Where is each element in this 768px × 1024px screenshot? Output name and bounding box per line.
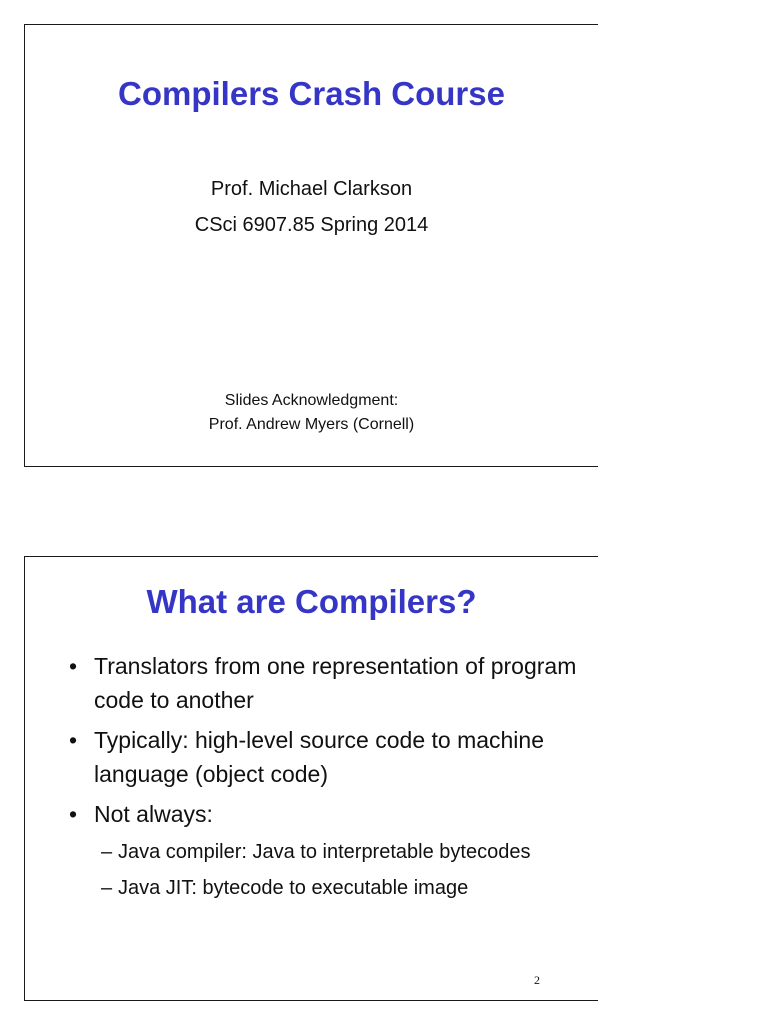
- bullet-point-icon: •: [69, 653, 78, 679]
- acknowledgment-name: Prof. Andrew Myers (Cornell): [208, 416, 415, 433]
- bullet-point-icon: •: [69, 801, 78, 827]
- bullet-item: [67, 797, 587, 831]
- dash-icon: –: [101, 841, 113, 863]
- dash-icon: –: [101, 877, 113, 899]
- bullet-point-icon: •: [69, 727, 78, 753]
- acknowledgment-heading: Slides Acknowledgment:: [224, 392, 399, 409]
- bullet-text: Typically: high-level source code to machine language (object code): [94, 727, 545, 787]
- bullet-text: Not always:: [94, 801, 213, 827]
- page-number: 2: [534, 973, 540, 987]
- slide-2-title: What are Compilers?: [146, 583, 477, 620]
- author-name: Prof. Michael Clarkson: [210, 178, 413, 200]
- course-info: CSci 6907.85 Spring 2014: [194, 214, 429, 236]
- bullet-item: [67, 723, 587, 791]
- bullet-text: Translators from one representation of program code to another: [94, 653, 577, 713]
- sub-bullet-text: Java JIT: bytecode to executable image: [118, 877, 469, 899]
- sub-bullet-item: [67, 837, 587, 867]
- sub-bullet-text: Java compiler: Java to interpretable bytecodes: [118, 841, 531, 863]
- slide-1-title: Compilers Crash Course: [118, 75, 505, 112]
- bullet-item: [67, 649, 587, 717]
- bullet-list: [67, 649, 587, 909]
- slide-1: [24, 24, 598, 467]
- sub-bullet-item: [67, 873, 587, 903]
- slide-2: [24, 556, 598, 1001]
